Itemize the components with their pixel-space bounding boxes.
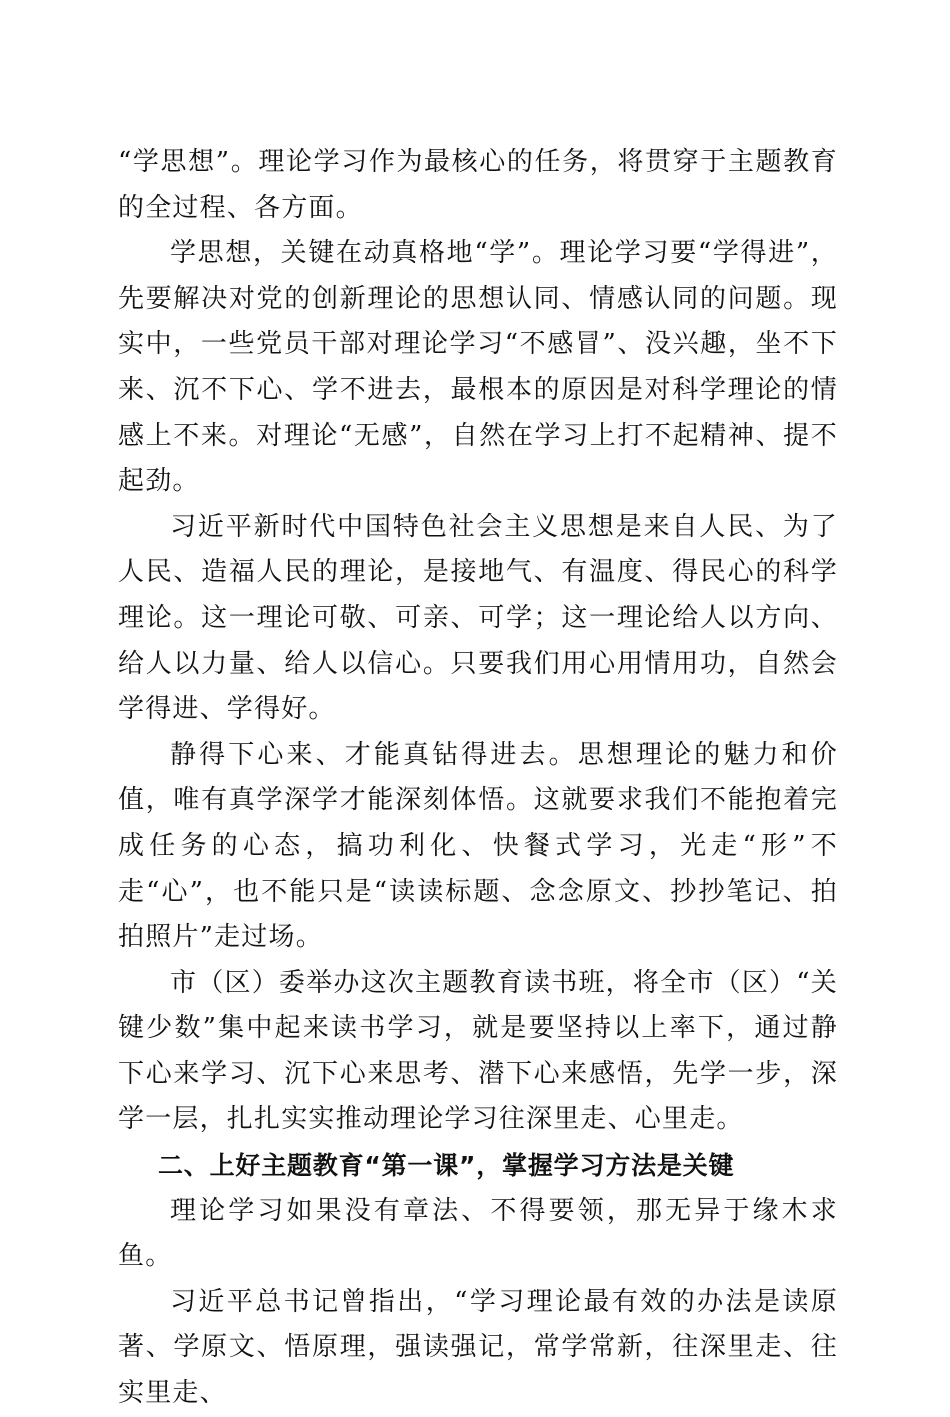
paragraph-quote: 习近平总书记曾指出，“学习理论最有效的办法是读原著、学原文、悟原理，强读强记，常学常新，往深里走、往实里走、	[118, 1286, 838, 1409]
paragraph-continuation: “学思想”。理论学习作为最核心的任务，将贯穿于主题教育的全过程、各方面。	[118, 147, 838, 223]
paragraph-study-key: 学思想，关键在动真格地“学”。理论学习要“学得进”，先要解决对党的创新理论的思想认同、情感认同的问题。现实中，一些党员干部对理论学习“不感冒”、没兴趣，坐不下来、沉不下心、学不进去，最根本的原因是对科学理论的情感上不来。对理论“无感”，自然在学习上打不起精神、提不起劲。	[118, 238, 838, 497]
section-heading: 二、上好主题教育“第一课”，掌握学习方法是关键	[158, 1151, 735, 1181]
paragraph-method: 理论学习如果没有章法、不得要领，那无异于缘木求鱼。	[118, 1195, 838, 1272]
paragraph-theory-people: 习近平新时代中国特色社会主义思想是来自人民、为了人民、造福人民的理论，是接地气、有温度、得民心的科学理论。这一理论可敬、可亲、可学；这一理论给人以方向、给人以力量、给人以信心。只要我们用心用情用功，自然会学得进、学得好。	[118, 511, 838, 725]
document-body	[118, 140, 838, 1417]
paragraph-calm-mind: 静得下心来、才能真钻得进去。思想理论的魅力和价值，唯有真学深学才能深刻体悟。这就要求我们不能抱着完成任务的心态，搞功利化、快餐式学习，光走“形”不走“心”，也不能只是“读读标题、念念原文、抄抄笔记、拍拍照片”走过场。	[118, 739, 838, 953]
paragraph-reading-class: 市（区）委举办这次主题教育读书班，将全市（区）“关键少数”集中起来读书学习，就是要坚持以上率下，通过静下心来学习、沉下心来思考、潜下心来感悟，先学一步，深学一层，扎扎实实推动理论学习往深里走、心里走。	[118, 967, 838, 1135]
